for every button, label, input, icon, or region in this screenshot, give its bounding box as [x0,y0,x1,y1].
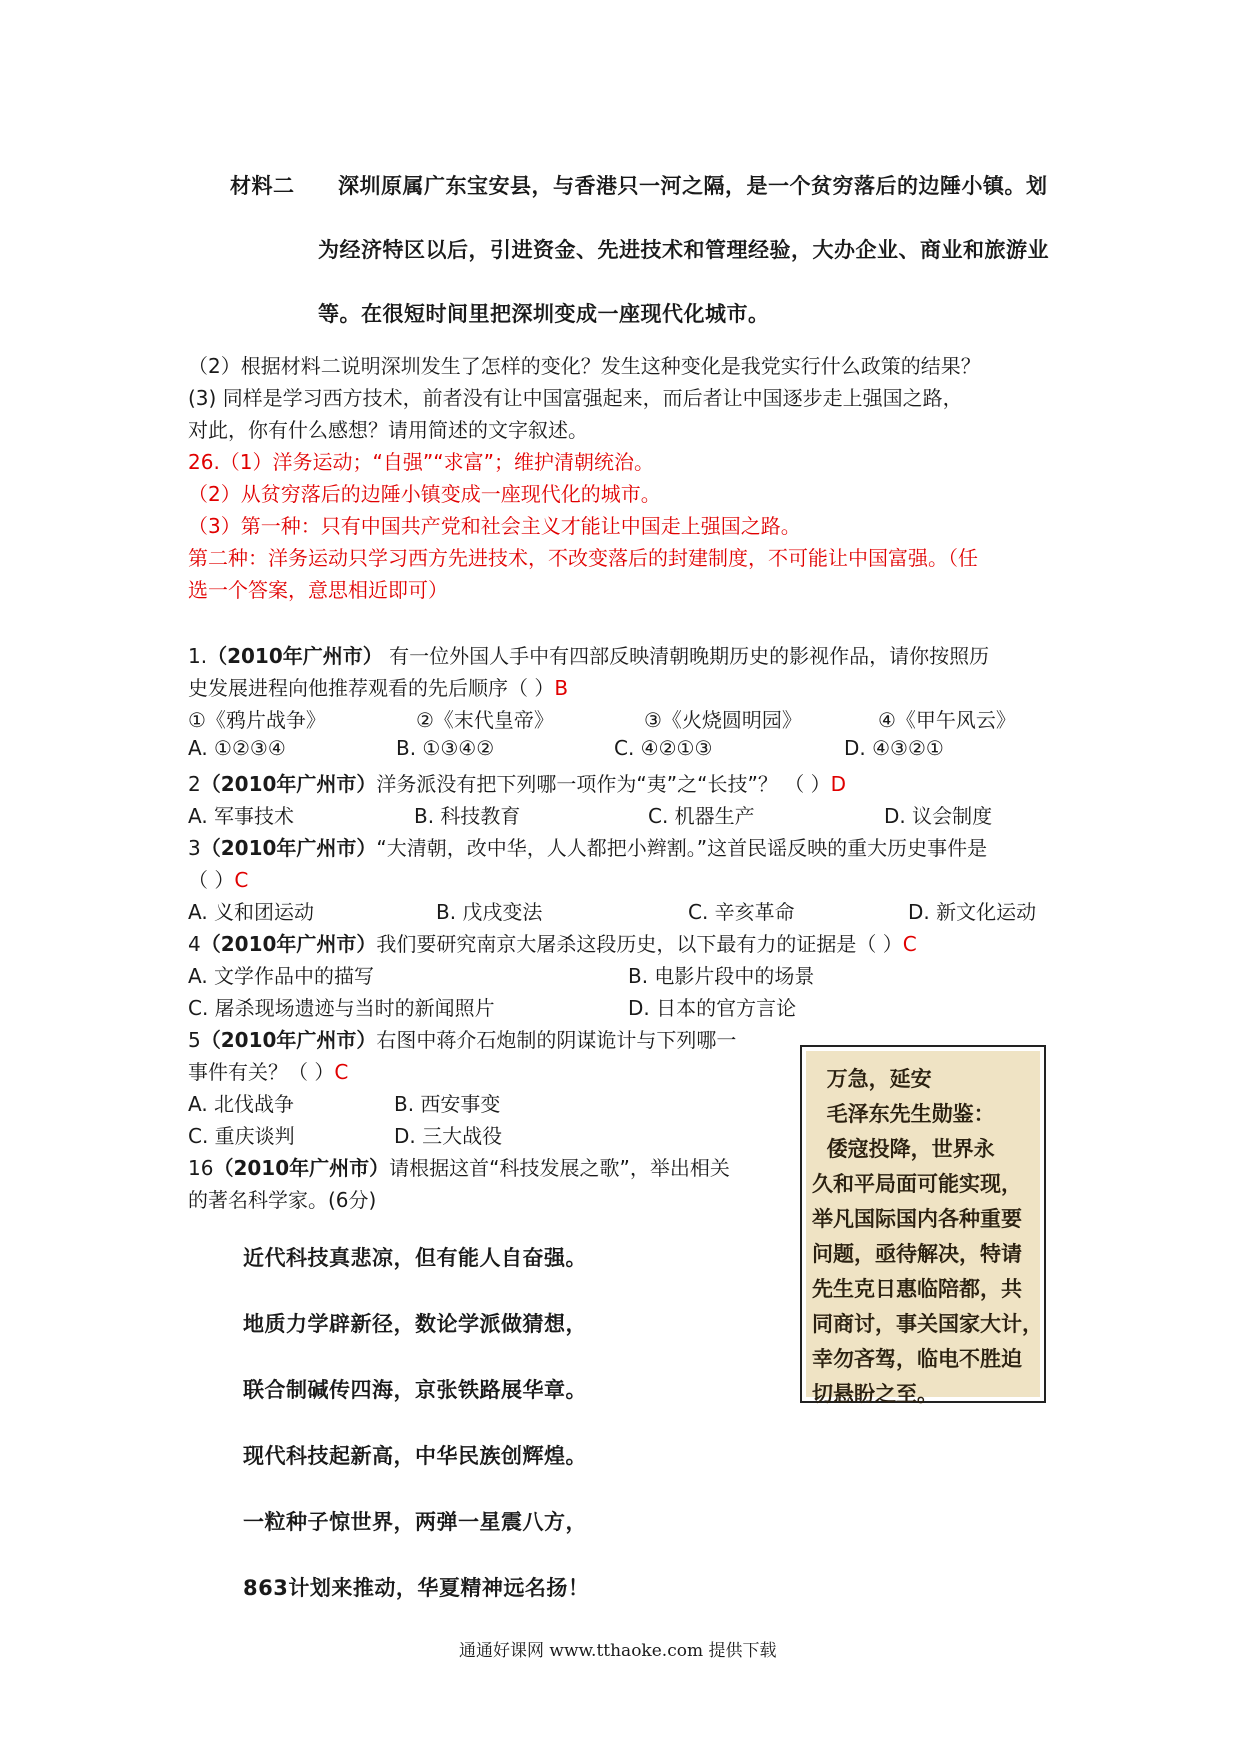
film-1: ①《鸦片战争》 [188,708,326,732]
mc-q1-line-1 [188,640,989,669]
telegram-line: 久和平局面可能实现， [812,1171,1022,1196]
answer-2: （2）从贫穷落后的边陲小镇变成一座现代化的城市。 [188,482,661,506]
mc-q1-option-b: B. ①③④② [396,736,495,760]
telegram-line: 倭寇投降，世界永 [812,1136,995,1161]
telegram-line: 万急，延安 [812,1066,932,1091]
mc-q4-line [188,928,917,957]
film-4: ④《甲午风云》 [878,708,1016,732]
poem-line-5: 一粒种子惊世界，两弹一星震八方， [243,1510,587,1534]
q16-line-2: 的著名科学家。(6分) [188,1188,377,1212]
mc-q2-option-b: B. 科技教育 [414,804,521,828]
mc-q4-option-b: B. 电影片段中的场景 [628,964,815,988]
poem-line-3: 联合制碱传四海，京张铁路展华章。 [243,1378,587,1402]
mc-q4-option-c: C. 屠杀现场遗迹与当时的新闻照片 [188,996,495,1020]
mc-q5-option-b: B. 西安事变 [394,1092,501,1116]
mc-q2-option-c: C. 机器生产 [648,804,755,828]
mc-q1-option-a: A. ①②③④ [188,736,286,760]
answer-4-line-2: 选一个答案，意思相近即可） [188,578,448,602]
telegram-line: 问题，亟待解决，特请 [812,1241,1022,1266]
q16-tag: （2010年广州市） [213,1156,390,1180]
telegram-line: 毛泽东先生勋鉴： [812,1101,995,1126]
footer-text: 通通好课网 www.tthaoke.com 提供下载 [459,1641,777,1661]
mc-q5-line-1 [188,1024,736,1053]
mc-q3-tag: （2010年广州市） [200,836,377,860]
mc-q5-option-d: D. 三大战役 [394,1124,503,1148]
answer-4-line-1: 第二种：洋务运动只学习西方先进技术，不改变落后的封建制度，不可能让中国富强。（任 [188,546,978,570]
material-line-1: 深圳原属广东宝安县，与香港只一河之隔，是一个贫穷落后的边陲小镇。划 [338,174,1048,198]
telegram-line: 先生克日惠临陪都，共 [812,1276,1022,1301]
q16-stem-1: 请根据这首“科技发展之歌”，举出相关 [389,1156,730,1180]
mc-q4-num: 4 [188,932,201,956]
question-3-line-2: 对此，你有什么感想？请用简述的文字叙述。 [188,418,588,442]
mc-q2-line [188,768,846,797]
mc-q4-option-d: D. 日本的官方言论 [628,996,797,1020]
poem-line-2: 地质力学辟新径，数论学派做猜想， [243,1312,587,1336]
mc-q5-tag: （2010年广州市） [200,1028,377,1052]
poem-line-6: 863计划来推动，华夏精神远名扬！ [243,1576,590,1600]
mc-q3-num: 3 [188,836,201,860]
mc-q5-option-a: A. 北伐战争 [188,1092,295,1116]
mc-q3-option-c: C. 辛亥革命 [688,900,795,924]
mc-q1-option-c: C. ④②①③ [614,736,713,760]
mc-q5-answer: C [334,1060,349,1084]
mc-q2-option-d: D. 议会制度 [884,804,993,828]
mc-q5-option-c: C. 重庆谈判 [188,1124,295,1148]
mc-q3-answer: C [234,868,249,892]
mc-q1-tag: （2010年广州市） [207,644,383,668]
mc-q4-answer: C [902,932,917,956]
answer-1: 26.（1）洋务运动；“自强”“求富”；维护清朝统治。 [188,450,654,474]
telegram-line: 切悬盼之至。 [812,1381,938,1406]
material-label: 材料二 [230,174,295,198]
mc-q3-stem-1: “大清朝，改中华，人人都把小辫割。”这首民谣反映的重大历史事件是 [376,836,988,860]
mc-q3-option-a: A. 义和团运动 [188,900,315,924]
mc-q4-option-a: A. 文学作品中的描写 [188,964,375,988]
mc-q2-stem: 洋务派没有把下列哪一项作为“夷”之“长技”？ （ ） [376,772,831,796]
telegram-line: 同商讨，事关国家大计， [812,1311,1043,1336]
mc-q5-stem-1: 右图中蒋介石炮制的阴谋诡计与下列哪一 [376,1028,737,1052]
mc-q5-line-2 [188,1056,348,1085]
mc-q2-num: 2 [188,772,201,796]
film-2: ②《末代皇帝》 [416,708,554,732]
mc-q4-tag: （2010年广州市） [200,932,377,956]
mc-q1-num: 1. [188,644,208,668]
mc-q3-line-1 [188,832,987,861]
mc-q4-stem: 我们要研究南京大屠杀这段历史，以下最有力的证据是（ ） [376,932,903,956]
telegram-text [806,1051,1043,1406]
mc-q3-option-b: B. 戊戌变法 [436,900,543,924]
mc-q1-option-d: D. ④③②① [844,736,944,760]
q16-num: 16 [188,1156,214,1180]
mc-q1-stem-2: 史发展进程向他推荐观看的先后顺序（ ） [188,676,555,700]
mc-q3-line-2 [188,864,248,893]
telegram-line: 幸勿吝驾，临电不胜迫 [812,1346,1022,1371]
mc-q2-tag: （2010年广州市） [200,772,377,796]
mc-q3-option-d: D. 新文化运动 [908,900,1037,924]
material-line-2: 为经济特区以后，引进资金、先进技术和管理经验，大办企业、商业和旅游业 [318,238,1049,262]
mc-q5-num: 5 [188,1028,201,1052]
q16-line-1 [188,1152,730,1181]
telegram-image [800,1045,1046,1406]
mc-q2-answer: D [830,772,846,796]
mc-q1-stem-1: 有一位外国人手中有四部反映清朝晚期历史的影视作品，请你按照历 [382,644,990,668]
mc-q2-option-a: A. 军事技术 [188,804,295,828]
mc-q1-line-2 [188,672,568,701]
question-3-line-1: (3) 同样是学习西方技术，前者没有让中国富强起来，而后者让中国逐步走上强国之路， [188,386,963,410]
mc-q1-answer: B [554,676,569,700]
mc-q3-stem-2: （ ） [188,868,235,892]
mc-q5-stem-2: 事件有关？（ ） [188,1060,335,1084]
telegram-line: 举凡国际国内各种重要 [812,1206,1022,1231]
poem-line-4: 现代科技起新高，中华民族创辉煌。 [243,1444,587,1468]
poem-line-1: 近代科技真悲凉，但有能人自奋强。 [243,1246,587,1270]
film-3: ③《火烧圆明园》 [644,708,802,732]
answer-3: （3）第一种：只有中国共产党和社会主义才能让中国走上强国之路。 [188,514,801,538]
material-line-3: 等。在很短时间里把深圳变成一座现代化城市。 [318,302,770,326]
question-2: （2）根据材料二说明深圳发生了怎样的变化？发生这种变化是我党实行什么政策的结果？ [188,354,981,378]
